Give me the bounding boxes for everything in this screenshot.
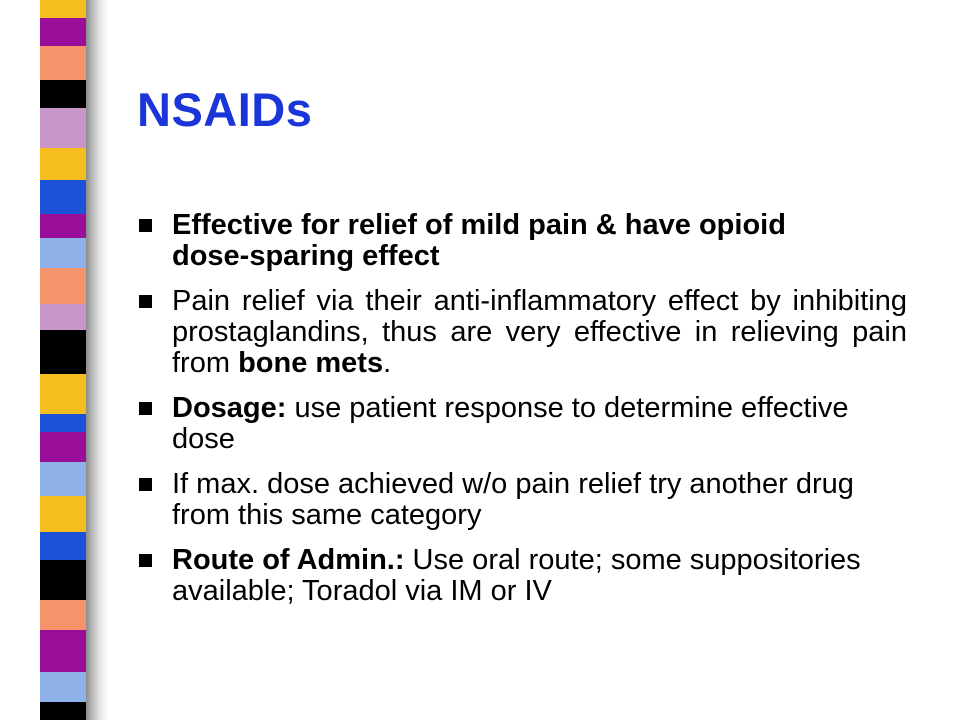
bullet-part-emphasis: bone mets (238, 347, 384, 379)
color-stripe (40, 214, 86, 238)
color-stripe (40, 268, 86, 304)
color-stripe (40, 18, 86, 46)
color-stripe (40, 414, 86, 432)
color-stripe (40, 560, 86, 600)
bullet-text (172, 544, 861, 607)
bullet-part: Effective for relief of mild pain & have opioid dose-sparing effect (172, 209, 786, 272)
color-stripe (40, 304, 86, 330)
square-bullet-icon (139, 402, 152, 415)
color-stripe (40, 374, 86, 414)
color-stripe (40, 462, 86, 496)
color-stripe (40, 238, 86, 268)
bullet-text (172, 209, 786, 272)
color-stripe (40, 630, 86, 672)
square-bullet-icon (139, 295, 152, 308)
color-stripe (40, 80, 86, 108)
bullet-text (172, 285, 907, 379)
square-bullet-icon (139, 554, 152, 567)
color-stripe (40, 672, 86, 702)
bullet-pain-relief (137, 286, 907, 379)
decorative-stripe-bar (40, 0, 86, 720)
bullet-part-emphasis: Route of Admin.: (172, 544, 405, 576)
bullet-route (137, 545, 907, 607)
color-stripe (40, 702, 86, 720)
bullet-dosage (137, 393, 907, 455)
color-stripe (40, 496, 86, 532)
bullet-text (172, 392, 849, 455)
bullet-part-emphasis: Dosage: (172, 392, 287, 424)
color-stripe (40, 432, 86, 462)
bullet-list (137, 210, 907, 621)
color-stripe (40, 108, 86, 148)
color-stripe (40, 0, 86, 18)
bullet-part: . (383, 347, 392, 379)
color-stripe (40, 600, 86, 630)
square-bullet-icon (139, 478, 152, 491)
color-stripe (40, 148, 86, 180)
color-stripe (40, 180, 86, 214)
bullet-part: Use oral route; some suppositories available; Toradol via IM or IV (172, 544, 861, 607)
bullet-effective-relief (137, 210, 852, 272)
bullet-part: use patient response to determine effective dose (172, 392, 849, 455)
bullet-max-dose (137, 469, 907, 531)
bullet-part: If max. dose achieved w/o pain relief try another drug from this same category (172, 468, 854, 531)
bullet-part: Pain relief via their anti-inflammatory effect by inhibiting prostaglandins, thus are very effective in relieving pain from (172, 285, 907, 379)
square-bullet-icon (139, 219, 152, 232)
slide-title: NSAIDs (137, 83, 313, 136)
color-stripe (40, 46, 86, 80)
color-stripe (40, 330, 86, 374)
stripe-shadow (86, 0, 108, 720)
color-stripe (40, 532, 86, 560)
bullet-text (172, 468, 854, 531)
